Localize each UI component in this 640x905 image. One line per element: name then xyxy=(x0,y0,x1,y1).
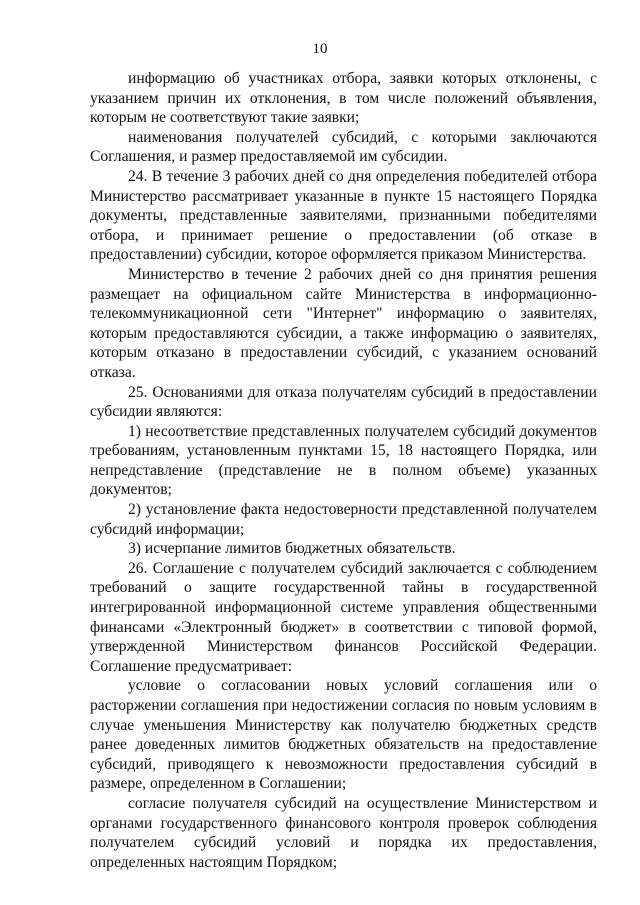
paragraph-recipient-names: наименования получателей субсидий, с которыми заключаются Соглашения, и размер предоставляемой им субсидии. xyxy=(90,128,597,166)
paragraph-agreement-condition: условие о согласовании новых условий соглашения или о расторжении соглашения при недостижении согласия по новым условиям в случае уменьшения Министерству как получателю бюджетных средств ранее доведенных лимитов бюджетных обязательств на предоставление субсидий, приводящего к невозможности предоставления субсидий в размере, определенном в Соглашении; xyxy=(90,677,597,793)
paragraph-ground-3: 3) исчерпание лимитов бюджетных обязательств. xyxy=(128,540,456,558)
paragraph-audit-consent: согласие получателя субсидий на осуществление Министерством и органами государственного финансового контроля проверок соблюдения получателем субсидий условий и порядка их предоставления, определенных настоящим Порядком; xyxy=(90,794,597,871)
document-body xyxy=(90,69,597,872)
paragraph-publication: Министерство в течение 2 рабочих дней со дня принятия решения размещает на официальном сайте Министерства в информационно-телекоммуникационной сети "Интернет" информацию о заявителях, которым предоставляются субсидии, а также информацию о заявителях, которым отказано в предоставлении субсидий, с указанием оснований отказа. xyxy=(90,265,597,381)
paragraph-clause-26: 26. Соглашение с получателем субсидий заключается с соблюдением требований о защите государственной тайны в государственной интегрированной информационной системе управления общественными финансами «Электронный бюджет» в соответствии с типовой формой, утвержденной Министерством финансов Российской Федерации. Соглашение предусматривает: xyxy=(90,559,597,675)
paragraph-ground-1: 1) несоответствие представленных получателем субсидий документов требованиям, установленным пунктами 15, 18 настоящего Порядка, или непредставление (представление не в полном объеме) указанных документов; xyxy=(90,422,597,499)
page-number: 10 xyxy=(312,41,328,57)
paragraph-participants-info: информацию об участниках отбора, заявки которых отклонены, с указанием причин их отклонения, в том числе положений объявления, которым не соответствуют такие заявки; xyxy=(90,70,597,127)
paragraph-clause-24: 24. В течение 3 рабочих дней со дня определения победителей отбора Министерство рассматривает указанные в пункте 15 настоящего Порядка документы, представленные заявителями, признанными победителями отбора, и принимает решение о предоставлении (об отказе в предоставлении) субсидии, которое оформляется приказом Министерства. xyxy=(90,167,597,264)
paragraph-ground-2: 2) установление факта недостоверности представленной получателем субсидий информации; xyxy=(90,501,597,538)
paragraph-clause-25: 25. Основаниями для отказа получателям субсидий в предоставлении субсидии являются: xyxy=(90,383,597,421)
